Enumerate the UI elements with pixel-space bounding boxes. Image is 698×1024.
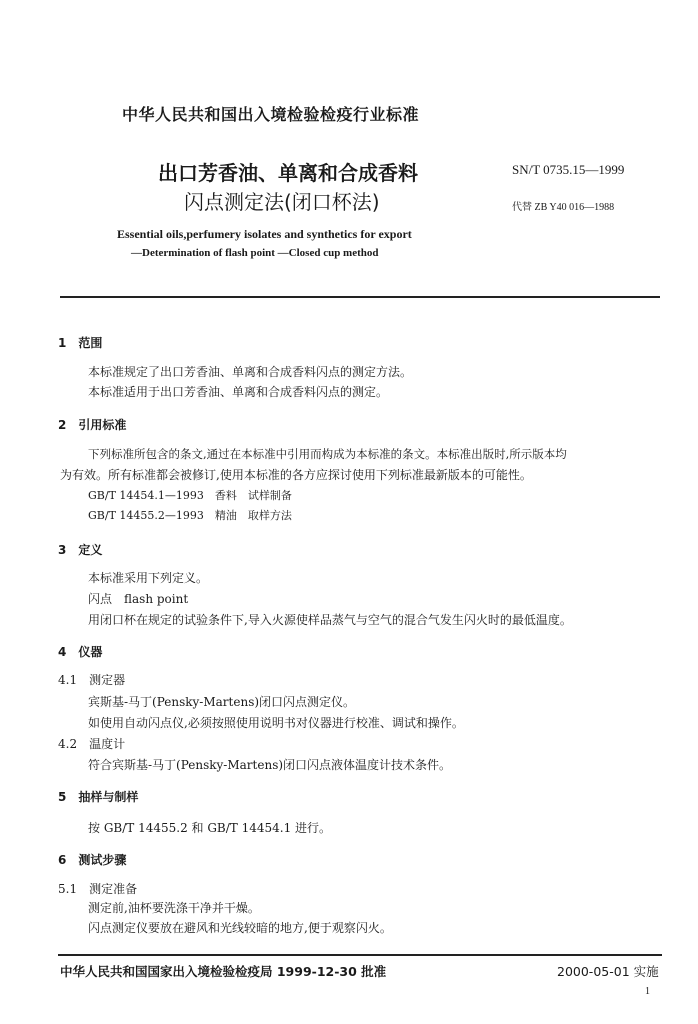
subsection-6-1-paragraph-2: 闪点测定仪要放在避风和光线较暗的地方,便于观察闪火。 (88, 921, 392, 935)
section-1-paragraph-2: 本标准适用于出口芳香油、单离和合成香料闪点的测定。 (88, 385, 389, 399)
english-title-line-2: —Determination of flash point —Closed cup method (131, 247, 379, 259)
subsection-4-1-paragraph-1: 宾斯基-马丁(Pensky-Martens)闭口闪点测定仪。 (88, 695, 356, 709)
footer-rule (58, 954, 662, 956)
standard-code: SN/T 0735.15—1999 (512, 162, 625, 177)
subsection-4-2-heading: 4.2 温度计 (58, 737, 126, 751)
section-5-paragraph: 按 GB/T 14455.2 和 GB/T 14454.1 进行。 (88, 821, 332, 835)
replaces-standard: 代替 ZB Y40 016—1988 (512, 202, 615, 213)
subsection-4-2-paragraph: 符合宾斯基-马丁(Pensky-Martens)闭口闪点液体温度计技术条件。 (88, 758, 452, 772)
definition-flash-point: 用闭口杯在规定的试验条件下,导入火源使样品蒸气与空气的混合气发生闪火时的最低温度。 (88, 613, 572, 627)
section-1-heading: 1 范围 (58, 336, 103, 350)
section-3-heading: 3 定义 (58, 543, 103, 557)
title-line-1: 出口芳香油、单离和合成香料 (158, 161, 418, 185)
subsection-6-1-heading: 5.1 测定准备 (58, 882, 138, 896)
section-2-paragraph-1: 下列标准所包含的条文,通过在本标准中引用而构成为本标准的条文。本标准出版时,所示版本均 (88, 447, 567, 461)
reference-gb-t-14455-2: GB/T 14455.2—1993 精油 取样方法 (88, 509, 292, 522)
header-rule (60, 296, 660, 298)
english-title-line-1: Essential oils,perfumery isolates and synthetics for export (117, 227, 412, 241)
issuing-authority: 中华人民共和国国家出入境检验检疫局 1999-12-30 批准 (60, 964, 387, 979)
subsection-6-1-paragraph-1: 测定前,油杯要洗涤干净并干燥。 (88, 901, 260, 915)
title-line-2: 闪点测定法(闭口杯法) (184, 190, 380, 214)
subsection-4-1-heading: 4.1 测定器 (58, 673, 126, 687)
section-3-paragraph-1: 本标准采用下列定义。 (88, 571, 209, 585)
effective-date: 2000-05-01 实施 (557, 964, 659, 979)
page-number: 1 (645, 986, 650, 997)
section-1-paragraph-1: 本标准规定了出口芳香油、单离和合成香料闪点的测定方法。 (88, 365, 413, 379)
section-5-heading: 5 抽样与制样 (58, 790, 139, 804)
section-4-heading: 4 仪器 (58, 645, 103, 659)
section-6-heading: 6 测试步骤 (58, 853, 127, 867)
section-2-paragraph-1-continued: 为有效。所有标准都会被修订,使用本标准的各方应探讨使用下列标准最新版本的可能性。 (60, 468, 532, 482)
section-2-heading: 2 引用标准 (58, 418, 127, 432)
reference-gb-t-14454-1: GB/T 14454.1—1993 香料 试样制备 (88, 489, 292, 502)
standard-category: 中华人民共和国出入境检验检疫行业标准 (122, 105, 420, 124)
subsection-4-1-paragraph-2: 如使用自动闪点仪,必须按照使用说明书对仪器进行校准、调试和操作。 (88, 716, 464, 730)
definition-term-flash-point: 闪点 flash point (88, 592, 189, 606)
